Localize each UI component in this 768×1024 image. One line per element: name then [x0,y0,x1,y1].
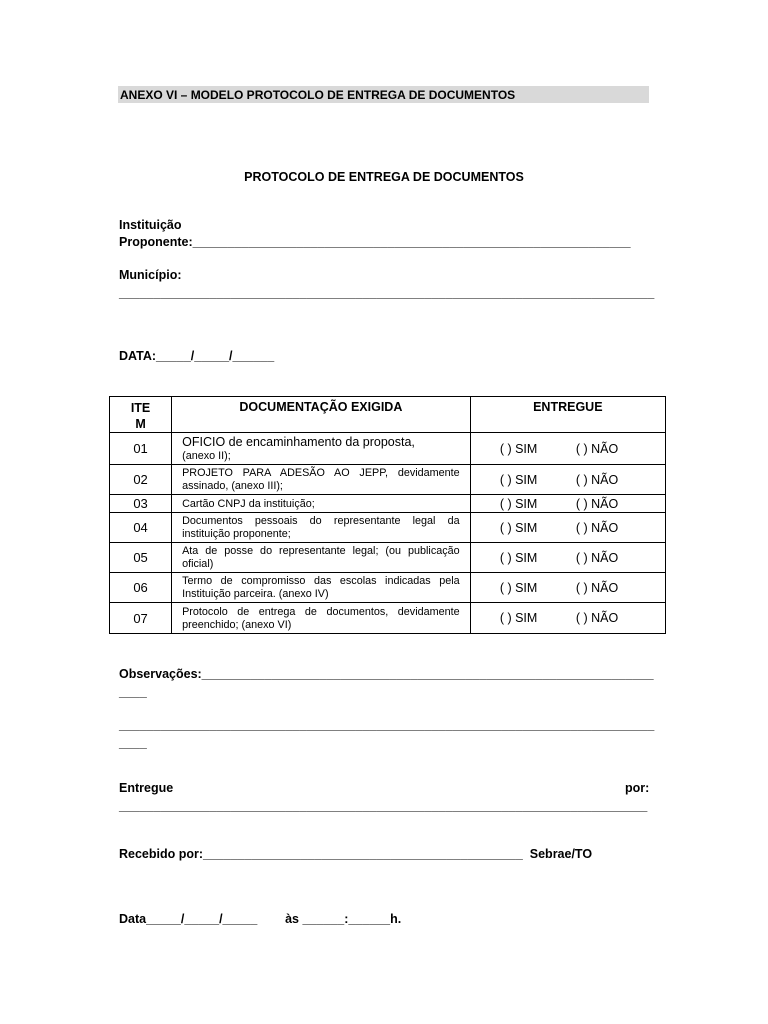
header-item: ITE M [110,397,172,433]
row-document [172,433,471,465]
annex-title: ANEXO VI – MODELO PROTOCOLO DE ENTREGA DE DOCUMENTOS [120,88,516,102]
row-document: PROJETO PARA ADESÃO AO JEPP, devidamente assinado, (anexo III); [172,465,471,495]
main-title: PROTOCOLO DE ENTREGA DE DOCUMENTOS [244,170,524,184]
row-number: 05 [110,543,172,573]
row-document: Ata de posse do representante legal; (ou publicação oficial) [172,543,471,573]
row-delivered [470,495,665,513]
proponente-field: Proponente:_______________________________________________________________ [119,235,631,249]
header-entregue: ENTREGUE [470,397,665,433]
row-delivered [470,573,665,603]
row-number: 01 [110,433,172,465]
sim-checkbox: ( ) SIM [499,496,538,511]
row-delivered [470,465,665,495]
header-documentacao: DOCUMENTAÇÃO EXIGIDA [172,397,471,433]
recebido-field: Recebido por:______________________________________________ Sebrae/TO [119,847,593,861]
data-hora-field: Data_____/_____/_____ às ______:______h. [119,912,402,926]
row-number: 03 [110,495,172,513]
row-number: 02 [110,465,172,495]
observacoes-line2: _____________________________________________________________________________ [119,718,655,732]
table-row [110,603,666,634]
sim-checkbox: ( ) SIM [499,472,538,487]
nao-checkbox: ( ) NÃO [575,441,619,456]
nao-checkbox: ( ) NÃO [575,611,619,625]
sim-checkbox: ( ) SIM [499,550,538,565]
table-row [110,433,666,465]
municipio-label: Município: [119,268,182,282]
nao-checkbox: ( ) NÃO [575,472,619,487]
observacoes-line2-cont: ____ [119,736,147,750]
data-field: DATA:_____/_____/______ [119,349,275,363]
row-document: Protocolo de entrega de documentos, devidamente preenchido; (anexo VI) [172,603,471,634]
row-document-sub: (anexo II); [182,449,231,462]
row-delivered [470,513,665,543]
entregue-por-label: por: [625,781,650,795]
table-header-row [110,397,666,433]
table-row [110,573,666,603]
nao-checkbox: ( ) NÃO [575,520,619,535]
sim-checkbox: ( ) SIM [499,441,538,456]
observacoes-field: Observações:_________________________________________________________________ [119,667,654,681]
sim-checkbox: ( ) SIM [499,520,538,535]
row-delivered [470,603,665,634]
table-row [110,465,666,495]
nao-checkbox: ( ) NÃO [575,496,619,511]
municipio-field: _____________________________________________________________________________ [119,286,655,300]
row-document: Documentos pessoais do representante legal da instituição proponente; [172,513,471,543]
row-number: 07 [110,603,172,634]
entregue-field: ____________________________________________________________________________ [119,799,648,813]
table-row [110,495,666,513]
row-document: Termo de compromisso das escolas indicadas pela Instituição parceira. (anexo IV) [172,573,471,603]
documents-table [109,396,666,634]
table-row [110,513,666,543]
observacoes-field-cont: ____ [119,685,147,699]
sim-checkbox: ( ) SIM [499,611,538,625]
row-delivered [470,433,665,465]
table-row [110,543,666,573]
entregue-label: Entregue [119,781,174,795]
row-document: Cartão CNPJ da instituição; [172,495,471,513]
sim-checkbox: ( ) SIM [499,580,538,595]
nao-checkbox: ( ) NÃO [575,580,619,595]
row-number: 04 [110,513,172,543]
nao-checkbox: ( ) NÃO [575,550,619,565]
row-delivered [470,543,665,573]
row-document-main: OFICIO de encaminhamento da proposta, [182,434,415,449]
instituicao-label: Instituição [119,218,182,232]
row-number: 06 [110,573,172,603]
